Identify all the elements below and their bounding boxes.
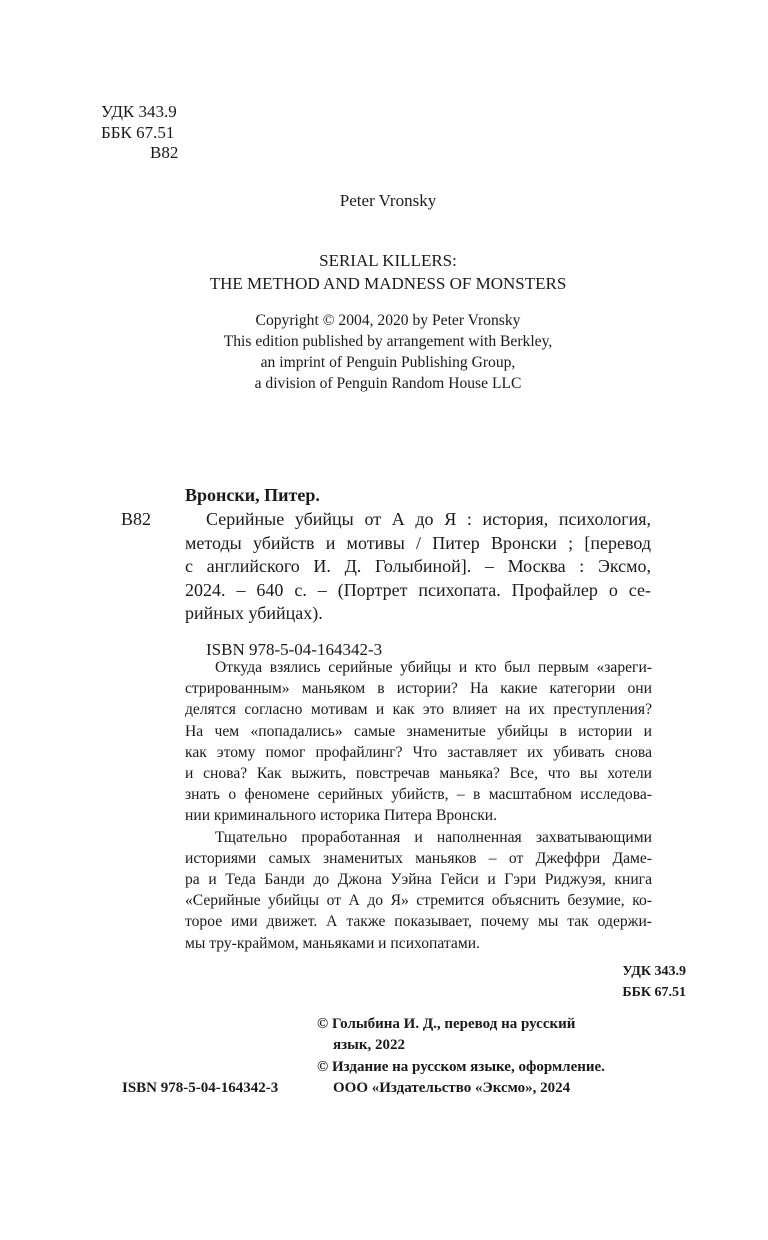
copyright-line: Copyright © 2004, 2020 by Peter Vronsky	[255, 312, 521, 329]
copyright-line: This edition published by arrangement with Berkley,	[223, 333, 553, 350]
annotation-line: нии криминального историка Питера Вронски.	[185, 807, 498, 825]
annotation-line: Тщательно проработанная и наполненная захватывающими	[215, 828, 652, 846]
annotation-line: На чем «попадались» самые знаменитые убийцы в истории и	[185, 722, 652, 740]
copyright-line: a division of Penguin Random House LLC	[254, 375, 522, 392]
annotation-line: мы тру-краймом, маньяками и психопатами.	[185, 934, 480, 952]
original-title-line: SERIAL KILLERS:	[319, 251, 457, 270]
bbk-code: ББК 67.51	[101, 123, 175, 142]
bib-line: с английского И. Д. Голыбиной]. – Москва : Эксмо,	[185, 556, 651, 576]
original-title-line: THE METHOD AND MADNESS OF MONSTERS	[209, 274, 567, 293]
annotation-line: Откуда взялись серийные убийцы и кто был первым «зареги-	[215, 659, 652, 676]
annotation-line: как этому помог профайлинг? Что заставляет их убивать снова	[185, 743, 652, 761]
bib-line: 2024. – 640 с. – (Портрет психопата. Профайлер о се-	[185, 580, 651, 600]
bottom-udk: УДК 343.9	[622, 964, 686, 979]
copyright-line: an imprint of Penguin Publishing Group,	[260, 354, 516, 371]
annotation-line: делятся согласно мотивам и как это влияет на их преступления?	[185, 701, 652, 719]
annotation-line: торое ими движет. А также показывает, почему мы так одержи-	[185, 913, 652, 931]
rights-line: © Издание на русском языке, оформление.	[317, 1059, 605, 1075]
annotation-line: ра и Теда Банди до Джона Уэйна Гейси и Гэри Риджуэя, книга	[185, 871, 652, 888]
annotation-line: историями самых знаменитых маньяков – от Джеффри Даме-	[185, 849, 652, 867]
bib-line: рийных убийцах).	[185, 603, 323, 623]
bib-line: методы убийств и мотивы / Питер Вронски ; [перевод	[185, 533, 651, 553]
original-author: Peter Vronsky	[339, 191, 437, 210]
udk-code: УДК 343.9	[101, 102, 177, 121]
bib-heading: Вронски, Питер.	[185, 485, 320, 505]
annotation-line: и снова? Как выжить, повстречав маньяка? Все, что вы хотели	[185, 765, 652, 782]
rights-line: ООО «Издательство «Эксмо», 2024	[333, 1080, 571, 1096]
annotation-line: «Серийные убийцы от А до Я» стремится объяснить безумие, ко-	[185, 892, 652, 910]
rights-line: © Голыбина И. Д., перевод на русский	[317, 1016, 576, 1032]
rights-line: язык, 2022	[333, 1037, 405, 1053]
annotation-line: знать о феномене серийных убийств, – в масштабном исследова-	[185, 786, 652, 804]
bottom-bbk: ББК 67.51	[622, 985, 686, 1000]
bib-mark: В82	[121, 509, 152, 529]
author-mark: В82	[150, 143, 179, 162]
bib-line: Серийные убийцы от А до Я : история, психология,	[206, 509, 651, 529]
bib-isbn: ISBN 978-5-04-164342-3	[206, 640, 383, 659]
bottom-isbn: ISBN 978-5-04-164342-3	[122, 1080, 279, 1096]
annotation-line: стрированным» маньяком в истории? На какие категории они	[185, 680, 652, 698]
